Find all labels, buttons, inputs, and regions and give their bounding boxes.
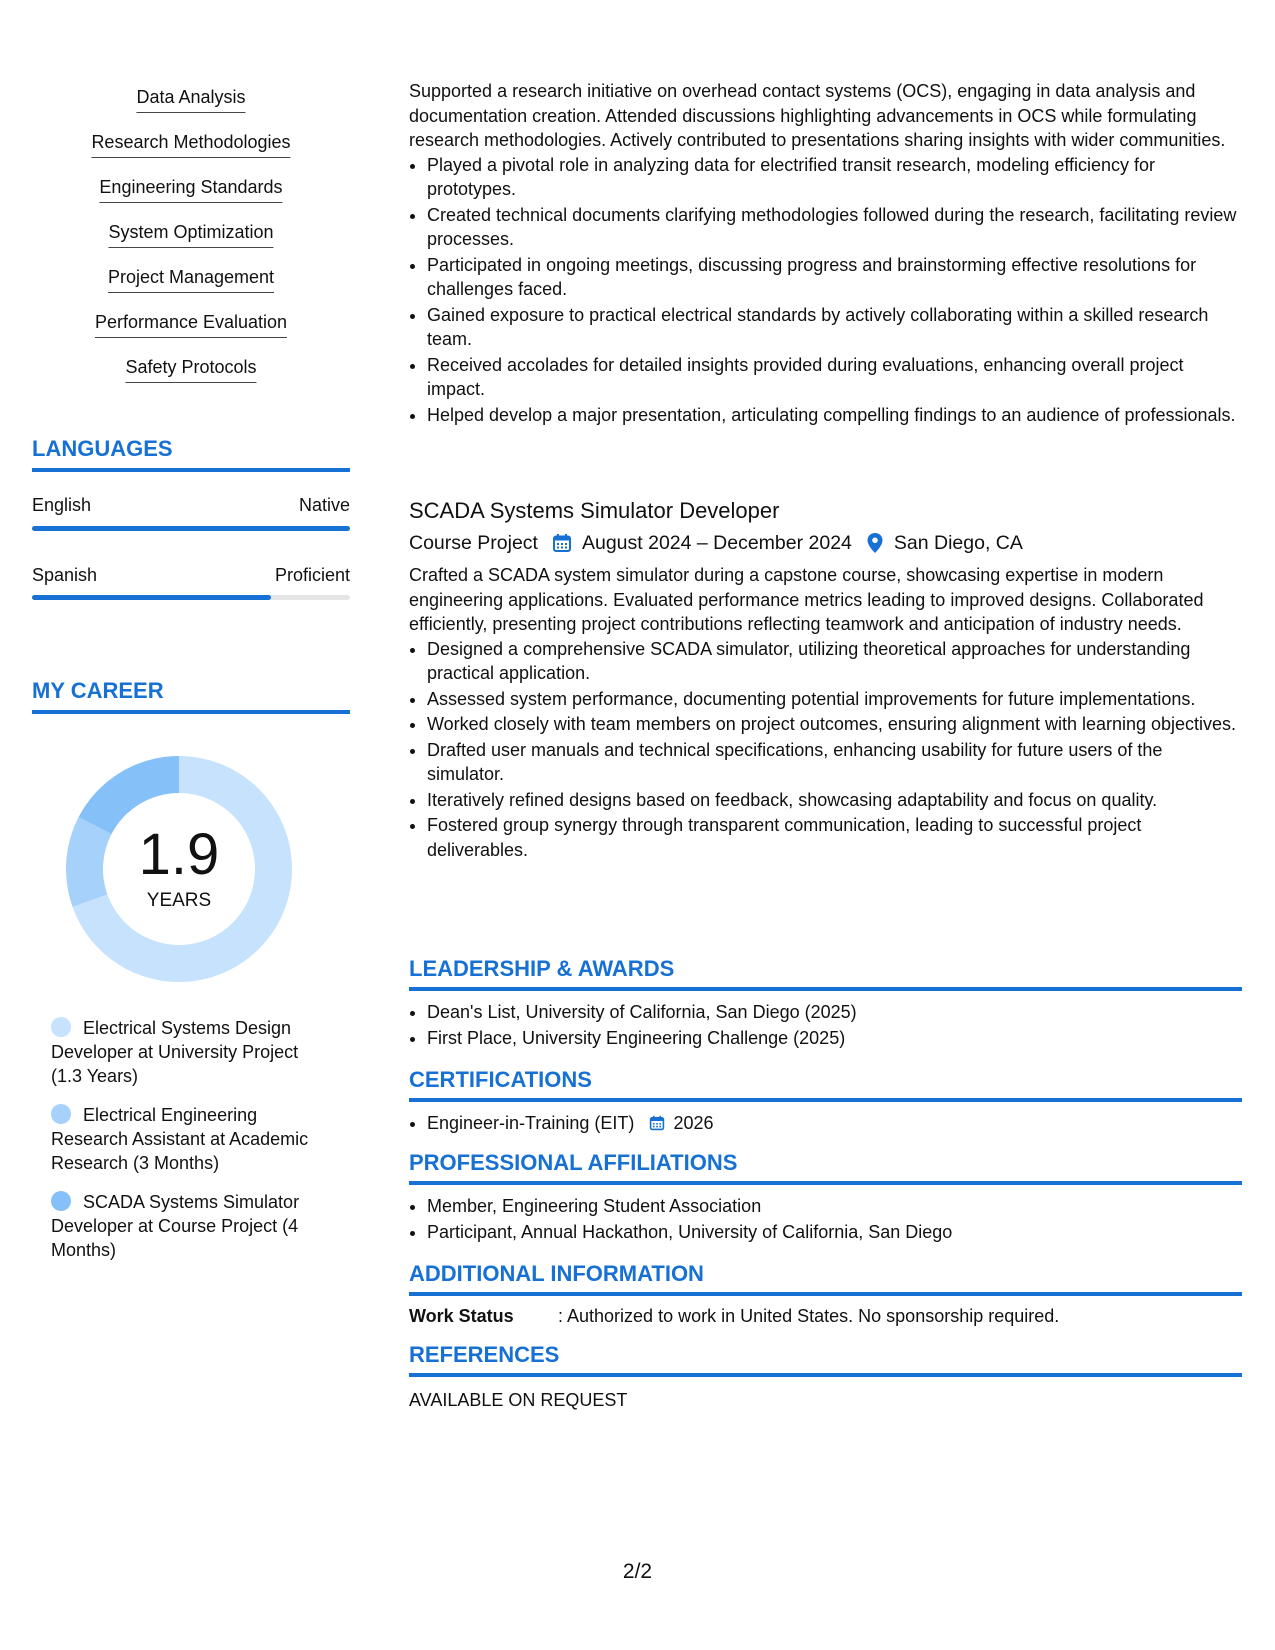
job-summary: Crafted a SCADA system simulator during a capstone course, showcasing expertise in modern engineering applications. Evaluated performance metrics leading to improved designs. Collaborated efficiently, presenting project contributions reflecting teamwork and anticipation of industry needs.	[409, 565, 1204, 634]
awards-section	[409, 956, 1242, 1051]
award-item: • Dean's List, University of California, San Diego (2025)	[427, 1000, 1242, 1025]
legend-label: SCADA Systems Simulator Developer at Course Project (4 Months)	[51, 1192, 300, 1260]
awards-list	[409, 1000, 1242, 1050]
work-status-row	[409, 1305, 1242, 1327]
legend-label: Electrical Engineering Research Assistant at Academic Research (3 Months)	[51, 1105, 309, 1173]
legend-dot	[51, 1191, 71, 1211]
bullet-item: • Participated in ongoing meetings, discussing progress and brainstorming effective resolutions for challenges faced.	[427, 253, 1242, 302]
affiliations-list	[409, 1194, 1242, 1244]
affiliation-item: • Member, Engineering Student Association	[427, 1194, 1242, 1219]
skill-item: Performance Evaluation	[95, 311, 287, 338]
career-heading: MY CAREER	[32, 678, 350, 714]
skill-item: Research Methodologies	[91, 131, 290, 158]
job-meta	[409, 530, 1242, 556]
location-pin-icon	[866, 532, 884, 554]
references-heading: REFERENCES	[409, 1342, 1242, 1377]
job-summary: Supported a research initiative on overhead contact systems (OCS), engaging in data analysis and documentation creation. Attended discussions highlighting advancements in OCS while formulating research methodologies. Actively contributed to presentations sharing insights with wider communities.	[409, 81, 1226, 150]
award-item: • First Place, University Engineering Challenge (2025)	[427, 1026, 1242, 1051]
bullet-item: • Drafted user manuals and technical specifications, enhancing usability for future users of the simulator.	[427, 738, 1242, 787]
affiliations-heading: PROFESSIONAL AFFILIATIONS	[409, 1150, 1242, 1185]
job-title: SCADA Systems Simulator Developer	[409, 498, 780, 523]
additional-info-section	[409, 1261, 1242, 1327]
work-status-value: : Authorized to work in United States. No sponsorship required.	[558, 1306, 1060, 1326]
affiliation-item: • Participant, Annual Hackathon, University of California, San Diego	[427, 1220, 1242, 1245]
career-legend-item	[51, 1103, 331, 1175]
calendar-icon	[649, 1115, 665, 1131]
certification-item	[427, 1111, 1242, 1136]
job-bullets	[409, 637, 1242, 863]
job-bullets	[409, 153, 1242, 428]
bullet-item: • Worked closely with team members on project outcomes, ensuring alignment with learning objectives.	[427, 712, 1242, 737]
calendar-icon	[552, 533, 572, 553]
bullet-item: • Iteratively refined designs based on feedback, showcasing adaptability and focus on quality.	[427, 788, 1242, 813]
bullet-item: • Received accolades for detailed insights provided during evaluations, enhancing overall project impact.	[427, 353, 1242, 402]
career-legend-item	[51, 1016, 331, 1088]
legend-dot	[51, 1104, 71, 1124]
bullet-item: • Fostered group synergy through transparent communication, leading to successful project deliverables.	[427, 813, 1242, 862]
skill-item: Data Analysis	[136, 86, 245, 113]
skill-item: System Optimization	[108, 221, 273, 248]
awards-heading: LEADERSHIP & AWARDS	[409, 956, 1242, 991]
career-total-years: 1.9	[138, 822, 220, 887]
bullet-item: • Helped develop a major presentation, articulating compelling findings to an audience of professionals.	[427, 403, 1242, 428]
additional-info-heading: ADDITIONAL INFORMATION	[409, 1261, 1242, 1296]
job-dates: August 2024 – December 2024	[581, 532, 852, 554]
certification-name: Engineer-in-Training (EIT)	[427, 1113, 635, 1133]
skill-item: Project Management	[108, 266, 274, 293]
legend-dot	[51, 1017, 71, 1037]
career-total-unit: YEARS	[146, 890, 212, 911]
certification-year: 2026	[673, 1113, 714, 1133]
career-legend-item	[51, 1190, 331, 1262]
research-experience-block	[409, 79, 1242, 428]
scada-experience-block	[409, 498, 1242, 863]
language-name: Spanish	[32, 565, 98, 585]
job-location: San Diego, CA	[893, 532, 1023, 554]
company-name: Course Project	[409, 532, 538, 554]
language-bar-fill	[32, 526, 350, 531]
references-section	[409, 1342, 1242, 1411]
skill-item: Engineering Standards	[99, 176, 282, 203]
languages-heading: LANGUAGES	[32, 436, 350, 472]
skill-item: Safety Protocols	[125, 356, 256, 383]
language-bar	[32, 595, 350, 600]
references-text: AVAILABLE ON REQUEST	[409, 1390, 628, 1410]
bullet-item: • Assessed system performance, documenting potential improvements for future implementations.	[427, 687, 1242, 712]
bullet-item: • Played a pivotal role in analyzing data for electrified transit research, modeling efficiency for prototypes.	[427, 153, 1242, 202]
affiliations-section	[409, 1150, 1242, 1245]
language-bar	[32, 526, 350, 531]
bullet-item: • Created technical documents clarifying methodologies followed during the research, facilitating review processes.	[427, 203, 1242, 252]
page-number: 2/2	[622, 1560, 653, 1583]
language-level: Proficient	[274, 565, 350, 585]
language-bar-fill	[32, 595, 271, 600]
certifications-heading: CERTIFICATIONS	[409, 1067, 1242, 1102]
language-name: English	[32, 495, 92, 515]
legend-label: Electrical Systems Design Developer at University Project (1.3 Years)	[51, 1018, 299, 1086]
bullet-item: • Designed a comprehensive SCADA simulator, utilizing theoretical approaches for understanding practical application.	[427, 637, 1242, 686]
work-status-label: Work Status	[409, 1306, 514, 1326]
language-level: Native	[298, 495, 350, 515]
certifications-list	[409, 1111, 1242, 1136]
certifications-section	[409, 1067, 1242, 1137]
bullet-item: • Gained exposure to practical electrical standards by actively collaborating within a skilled research team.	[427, 303, 1242, 352]
